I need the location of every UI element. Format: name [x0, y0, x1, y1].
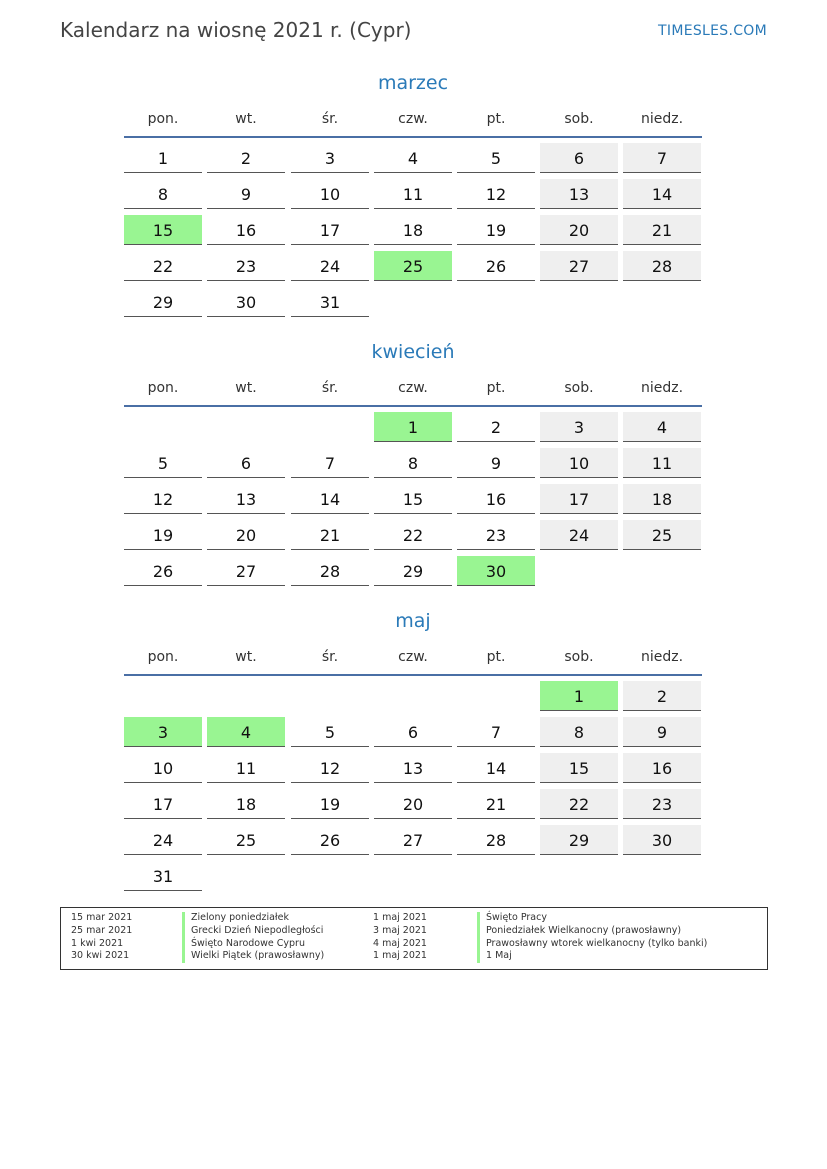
day-cell[interactable]: 7 [457, 717, 535, 747]
day-cell[interactable]: 30 [207, 287, 285, 317]
legend-holiday-name: Prawosławny wtorek wielkanocny (tylko banki) [486, 937, 708, 949]
day-cell[interactable]: 8 [540, 717, 618, 747]
weekday-header [124, 649, 702, 671]
day-cell[interactable]: 28 [623, 251, 701, 281]
day-cell[interactable]: 2 [457, 412, 535, 442]
day-cell[interactable]: 30 [457, 556, 535, 586]
legend-holiday-name: Święto Narodowe Cypru [191, 937, 305, 949]
day-cell[interactable]: 26 [291, 825, 369, 855]
weekday-label: śr. [321, 380, 339, 396]
day-cell[interactable]: 1 [124, 143, 202, 173]
day-cell[interactable]: 15 [124, 215, 202, 245]
day-cell[interactable]: 22 [540, 789, 618, 819]
weekday-label: sob. [564, 380, 594, 396]
legend-holiday-name: Poniedziałek Wielkanocny (prawosławny) [486, 924, 682, 936]
day-cell[interactable]: 2 [623, 681, 701, 711]
day-cell[interactable]: 23 [207, 251, 285, 281]
legend-holiday-name: Zielony poniedziałek [191, 912, 289, 923]
legend-left-names [182, 912, 324, 963]
legend-date: 30 kwi 2021 [71, 950, 130, 962]
day-cell[interactable]: 18 [623, 484, 701, 514]
day-cell[interactable]: 4 [374, 143, 452, 173]
weekday-label: śr. [321, 649, 339, 665]
day-cell[interactable]: 13 [207, 484, 285, 514]
day-cell[interactable]: 8 [374, 448, 452, 478]
weekday-label: sob. [564, 111, 594, 127]
legend-date: 15 mar 2021 [71, 912, 133, 923]
legend-holiday-name: Grecki Dzień Niepodległości [191, 924, 324, 936]
day-cell[interactable]: 13 [374, 753, 452, 783]
page-title: Kalendarz na wiosnę 2021 r. (Cypr) [60, 18, 412, 42]
day-cell[interactable]: 20 [540, 215, 618, 245]
day-cell[interactable]: 5 [124, 448, 202, 478]
day-cell[interactable]: 12 [457, 179, 535, 209]
day-cell[interactable]: 9 [457, 448, 535, 478]
day-cell[interactable]: 23 [623, 789, 701, 819]
header-rule [124, 136, 702, 138]
month-title: marzec [377, 72, 449, 94]
weekday-label: wt. [235, 111, 257, 127]
legend-date: 1 maj 2021 [373, 912, 427, 923]
weekday-label: pon. [147, 111, 179, 127]
day-cell[interactable]: 19 [291, 789, 369, 819]
day-cell[interactable]: 18 [207, 789, 285, 819]
weekday-label: niedz. [640, 380, 684, 396]
day-cell[interactable]: 31 [291, 287, 369, 317]
day-cell[interactable]: 16 [623, 753, 701, 783]
weekday-label: niedz. [640, 649, 684, 665]
legend-holiday-name: Wielki Piątek (prawosławny) [191, 950, 325, 962]
day-cell[interactable]: 23 [457, 520, 535, 550]
month-title: kwiecień [371, 341, 455, 363]
legend-holiday-name: 1 Maj [486, 950, 512, 962]
weekday-label: pon. [147, 380, 179, 396]
legend-right-dates [373, 912, 427, 963]
weekday-label: pt. [486, 111, 506, 127]
day-cell[interactable]: 7 [623, 143, 701, 173]
day-cell[interactable]: 24 [124, 825, 202, 855]
header-rule [124, 405, 702, 407]
day-cell[interactable]: 11 [623, 448, 701, 478]
day-cell[interactable]: 5 [291, 717, 369, 747]
day-cell[interactable]: 10 [124, 753, 202, 783]
day-cell[interactable]: 29 [374, 556, 452, 586]
day-cell[interactable]: 14 [457, 753, 535, 783]
weekday-label: niedz. [640, 111, 684, 127]
weekday-label: wt. [235, 649, 257, 665]
day-cell[interactable]: 16 [457, 484, 535, 514]
day-cell[interactable]: 4 [623, 412, 701, 442]
day-cell[interactable]: 20 [374, 789, 452, 819]
day-cell[interactable]: 16 [207, 215, 285, 245]
day-cell[interactable]: 1 [540, 681, 618, 711]
weekday-header [124, 380, 702, 402]
legend-date: 25 mar 2021 [71, 924, 133, 936]
day-cell[interactable]: 21 [623, 215, 701, 245]
day-cell[interactable]: 9 [623, 717, 701, 747]
day-cell[interactable]: 25 [623, 520, 701, 550]
weekday-label: wt. [235, 380, 257, 396]
day-cell[interactable]: 22 [124, 251, 202, 281]
day-cell[interactable]: 21 [457, 789, 535, 819]
day-cell[interactable]: 19 [124, 520, 202, 550]
day-cell[interactable]: 11 [374, 179, 452, 209]
day-cell[interactable]: 3 [291, 143, 369, 173]
day-cell[interactable]: 17 [124, 789, 202, 819]
day-cell[interactable]: 18 [374, 215, 452, 245]
day-cell[interactable]: 4 [207, 717, 285, 747]
day-cell[interactable]: 25 [207, 825, 285, 855]
header-rule [124, 674, 702, 676]
weekday-label: czw. [398, 111, 428, 127]
day-cell[interactable]: 29 [124, 287, 202, 317]
holiday-legend [60, 907, 768, 970]
brand-logo-text[interactable]: TIMESLES.COM [658, 23, 767, 39]
day-cell[interactable]: 12 [124, 484, 202, 514]
day-cell[interactable]: 15 [540, 753, 618, 783]
day-cell[interactable]: 20 [207, 520, 285, 550]
legend-left-dates [71, 912, 132, 963]
day-cell[interactable]: 6 [207, 448, 285, 478]
weekday-label: śr. [321, 111, 339, 127]
month-title: maj [395, 610, 431, 632]
day-cell[interactable]: 27 [540, 251, 618, 281]
day-cell[interactable]: 25 [374, 251, 452, 281]
day-cell[interactable]: 1 [374, 412, 452, 442]
day-cell[interactable]: 6 [540, 143, 618, 173]
day-cell[interactable]: 22 [374, 520, 452, 550]
day-cell[interactable]: 27 [207, 556, 285, 586]
day-cell[interactable]: 7 [291, 448, 369, 478]
legend-right-names [477, 912, 707, 963]
day-cell[interactable]: 8 [124, 179, 202, 209]
day-cell[interactable]: 9 [207, 179, 285, 209]
weekday-label: sob. [564, 649, 594, 665]
day-cell[interactable]: 13 [540, 179, 618, 209]
day-cell[interactable]: 17 [291, 215, 369, 245]
weekday-label: pt. [486, 380, 506, 396]
day-cell[interactable]: 28 [457, 825, 535, 855]
day-cell[interactable]: 3 [124, 717, 202, 747]
legend-date: 1 kwi 2021 [71, 937, 124, 949]
day-cell[interactable]: 29 [540, 825, 618, 855]
legend-holiday-name: Święto Pracy [486, 912, 547, 923]
day-cell[interactable]: 31 [124, 861, 202, 891]
day-cell[interactable]: 17 [540, 484, 618, 514]
day-cell[interactable]: 11 [207, 753, 285, 783]
day-cell[interactable]: 5 [457, 143, 535, 173]
day-cell[interactable]: 28 [291, 556, 369, 586]
day-cell[interactable]: 6 [374, 717, 452, 747]
day-cell[interactable]: 2 [207, 143, 285, 173]
day-cell[interactable]: 27 [374, 825, 452, 855]
day-cell[interactable]: 14 [623, 179, 701, 209]
day-cell[interactable]: 24 [291, 251, 369, 281]
day-cell[interactable]: 30 [623, 825, 701, 855]
day-cell[interactable]: 10 [291, 179, 369, 209]
weekday-label: pt. [486, 649, 506, 665]
day-cell[interactable]: 26 [124, 556, 202, 586]
day-cell[interactable]: 15 [374, 484, 452, 514]
weekday-label: czw. [398, 380, 428, 396]
legend-date: 4 maj 2021 [373, 937, 427, 949]
legend-date: 1 maj 2021 [373, 950, 427, 962]
weekday-label: czw. [398, 649, 428, 665]
day-cell[interactable]: 10 [540, 448, 618, 478]
day-cell[interactable]: 3 [540, 412, 618, 442]
day-cell[interactable]: 14 [291, 484, 369, 514]
day-cell[interactable]: 24 [540, 520, 618, 550]
day-cell[interactable]: 21 [291, 520, 369, 550]
weekday-label: pon. [147, 649, 179, 665]
day-cell[interactable]: 19 [457, 215, 535, 245]
day-cell[interactable]: 12 [291, 753, 369, 783]
weekday-header [124, 111, 702, 133]
legend-date: 3 maj 2021 [373, 924, 427, 936]
day-cell[interactable]: 26 [457, 251, 535, 281]
